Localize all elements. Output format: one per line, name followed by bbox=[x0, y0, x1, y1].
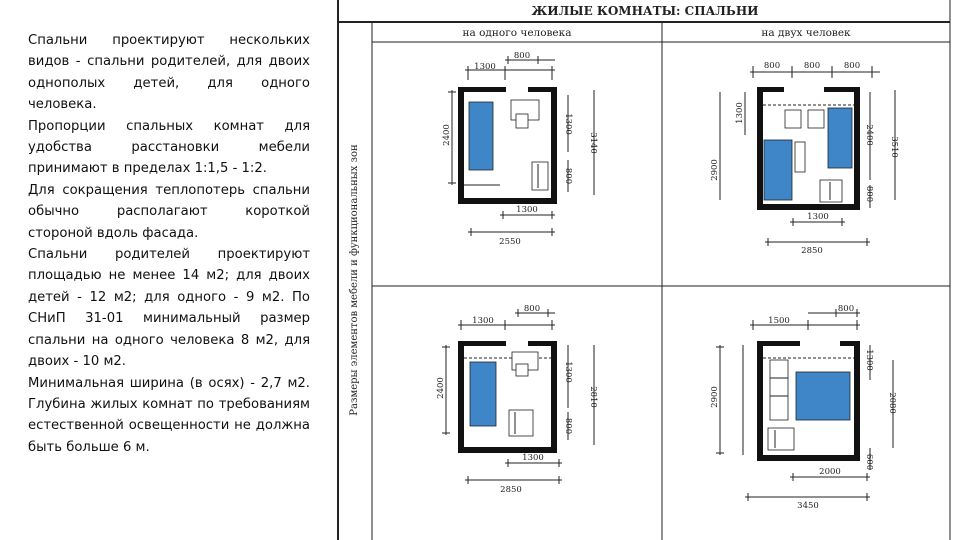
dim-label: 2080 bbox=[887, 392, 897, 414]
description-text bbox=[28, 30, 310, 458]
dim-label: 1300 bbox=[864, 349, 874, 371]
dim-label: 2400 bbox=[864, 124, 874, 146]
dim-label: 2850 bbox=[500, 485, 522, 495]
dim-label: 1300 bbox=[563, 113, 573, 135]
paragraph: Минимальная ширина (в осях) - 2,7 м2. Глубина жилых комнат по требованиям естественной освещенности не должна быть больше 6 м. bbox=[28, 375, 310, 455]
dim-label: 800 bbox=[864, 185, 874, 203]
dim-label: 3140 bbox=[588, 132, 598, 154]
plan-two-persons-b bbox=[710, 304, 897, 511]
dim-label: 1300 bbox=[735, 102, 745, 124]
paragraph: Спальни родителей проектируют площадью не менее 14 м2; для двоих детей - 12 м2; для одного - 9 м2. По СНиП 31-01 минимальный размер спальни на одного человека 8 м2, для двоих - 10 м2. bbox=[28, 247, 310, 370]
side-label: Размеры элементов мебели и функциональных зон bbox=[349, 144, 360, 416]
column-label-one: на одного человека bbox=[462, 27, 572, 39]
dim-label: 3510 bbox=[889, 136, 899, 158]
paragraph: Спальни проектируют нескольких видов - спальни родителей, для двоих однополых детей, для одного человека. bbox=[28, 33, 310, 113]
dim-label: 2900 bbox=[710, 159, 720, 181]
dim-label: 800 bbox=[513, 51, 531, 61]
plan-one-person-a bbox=[442, 51, 598, 247]
dim-label: 2400 bbox=[442, 124, 452, 146]
sheet-title: ЖИЛЫЕ КОМНАТЫ: СПАЛЬНИ bbox=[531, 4, 759, 18]
dim-label: 1300 bbox=[474, 62, 496, 72]
dim-label: 800 bbox=[837, 304, 855, 314]
dim-label: 1300 bbox=[563, 361, 573, 383]
dim-label: 2810 bbox=[588, 386, 598, 408]
paragraph: Пропорции спальных комнат для удобства расстановки мебели принимают в пределах 1:1,5 - 1:2. bbox=[28, 118, 310, 177]
dim-label: 2400 bbox=[436, 377, 446, 399]
dim-label: 600 bbox=[864, 453, 874, 471]
dim-label: 1300 bbox=[807, 212, 829, 222]
dim-label: 2550 bbox=[499, 237, 521, 247]
dim-label: 1300 bbox=[522, 453, 544, 463]
dim-label: 800 bbox=[563, 167, 573, 185]
dim-label: 1500 bbox=[768, 316, 790, 326]
plan-one-person-b bbox=[436, 304, 598, 495]
drawing-sheet bbox=[330, 0, 960, 540]
dim-label: 1300 bbox=[516, 205, 538, 215]
dim-label: 3450 bbox=[797, 501, 819, 511]
dim-label: 1300 bbox=[472, 316, 494, 326]
dim-label: 2850 bbox=[801, 246, 823, 256]
dim-label: 800 bbox=[803, 61, 821, 71]
paragraph: Для сокращения теплопотерь спальни обычно располагают короткой стороной вдоль фасада. bbox=[28, 182, 310, 241]
plan-two-persons-a bbox=[710, 61, 899, 256]
dim-label: 800 bbox=[843, 61, 861, 71]
column-label-two: на двух человек bbox=[761, 27, 851, 39]
dim-label: 2900 bbox=[710, 386, 720, 408]
dim-label: 800 bbox=[763, 61, 781, 71]
dim-label: 2000 bbox=[819, 467, 841, 477]
dim-label: 800 bbox=[523, 304, 541, 314]
dim-label: 800 bbox=[563, 417, 573, 435]
